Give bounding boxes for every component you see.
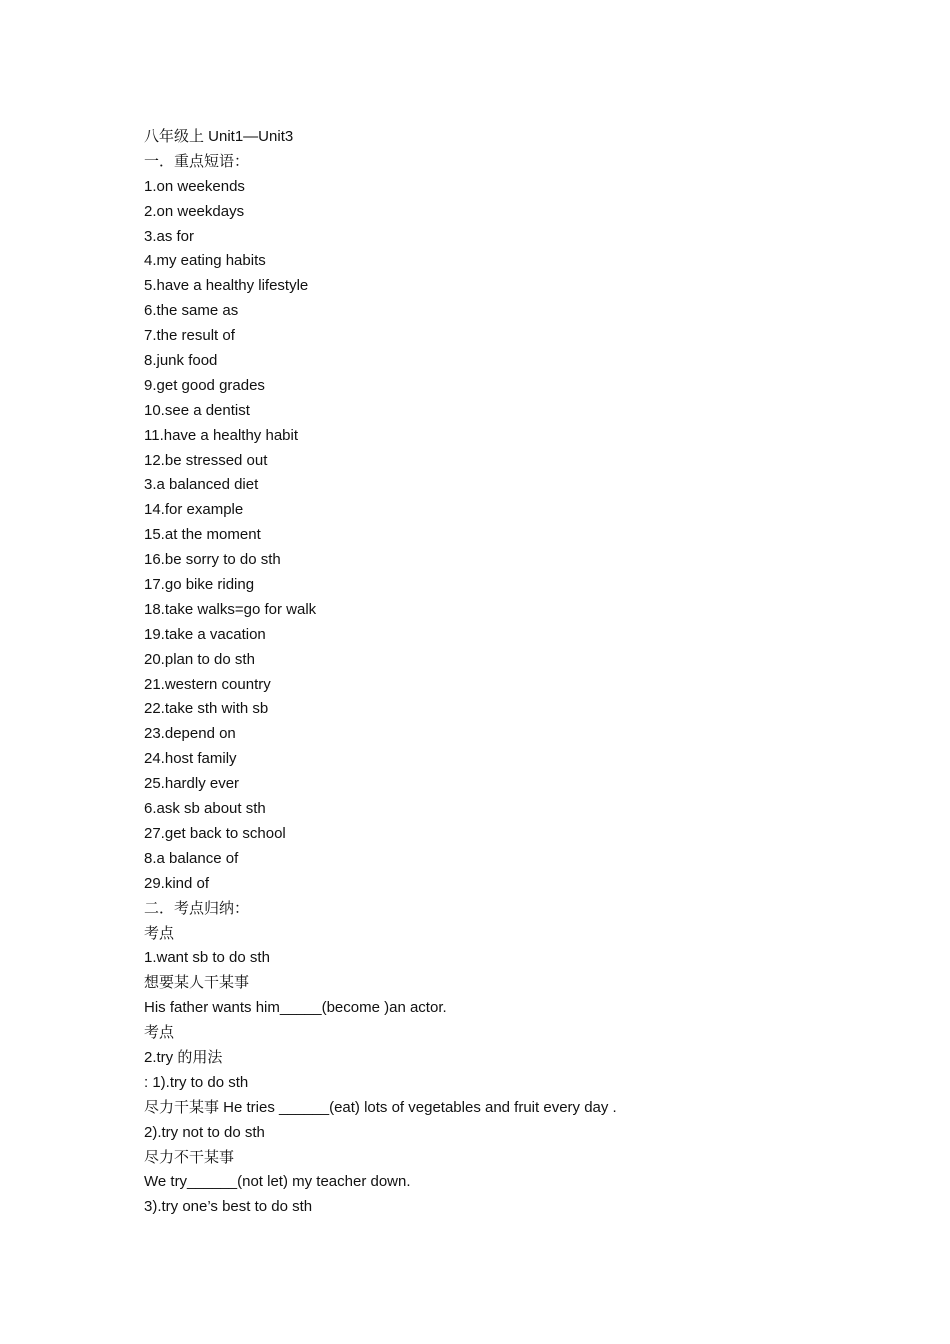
phrase-item: 27.get back to school: [144, 824, 286, 842]
phrase-item: 12.be stressed out: [144, 451, 268, 469]
key-point-text: 1.want sb to do sth: [144, 949, 270, 967]
phrase-item: 10.see a dentist: [144, 401, 250, 419]
phrase-item: 7.the result of: [144, 327, 235, 345]
phrase-item: 4.my eating habits: [144, 252, 266, 270]
phrase-item: 19.take a vacation: [144, 625, 266, 643]
phrase-item: 22.take sth with sb: [144, 700, 269, 718]
phrase-item: 29.kind of: [144, 874, 210, 892]
phrase-item: 14.for example: [144, 501, 244, 519]
phrase-item: 17.go bike riding: [144, 576, 255, 594]
phrase-item: 23.depend on: [144, 725, 236, 743]
key-point-label: 考点: [144, 924, 175, 942]
phrase-item: 8.junk food: [144, 352, 218, 370]
phrase-item: 18.take walks=go for walk: [144, 600, 317, 618]
key-point-text: 尽力不干某事: [144, 1148, 235, 1166]
phrase-item: 1.on weekends: [144, 177, 245, 195]
phrase-item: 25.hardly ever: [144, 775, 240, 793]
exercise-sentence: 尽力干某事 He tries ______(eat) lots of vegetables and fruit every day .: [144, 1098, 617, 1116]
key-point-text: 3).try one’s best to do sth: [144, 1198, 313, 1216]
phrase-item: 6.the same as: [144, 302, 239, 320]
phrase-item: 3.a balanced diet: [144, 476, 259, 494]
phrase-item: 16.be sorry to do sth: [144, 551, 281, 569]
section-heading-key-phrases: 一．重点短语：: [144, 152, 250, 170]
document-body: [144, 125, 844, 1220]
phrase-item: 20.plan to do sth: [144, 650, 255, 668]
phrase-item: 11.have a healthy habit: [144, 426, 299, 444]
key-point-text: 想要某人干某事: [144, 974, 250, 992]
doc-title: 八年级上 Unit1—Unit3: [144, 128, 294, 145]
phrase-item: 9.get good grades: [144, 376, 265, 394]
exercise-sentence: We try______(not let) my teacher down.: [144, 1173, 411, 1191]
phrase-item: 8.a balance of: [144, 849, 239, 867]
key-point-text: : 1).try to do sth: [144, 1073, 249, 1091]
phrase-item: 5.have a healthy lifestyle: [144, 277, 309, 295]
section-heading-key-points: 二．考点归纳：: [144, 899, 250, 917]
phrase-item: 15.at the moment: [144, 526, 261, 544]
phrase-item: 2.on weekdays: [144, 202, 245, 220]
phrase-item: 3.as for: [144, 227, 195, 245]
phrase-item: 21.western country: [144, 675, 271, 693]
key-point-text: 2.try 的用法: [144, 1048, 223, 1066]
key-point-label: 考点: [144, 1024, 175, 1042]
phrase-item: 24.host family: [144, 750, 237, 768]
exercise-sentence: His father wants him_____(become )an actor.: [144, 999, 447, 1017]
key-point-text: 2).try not to do sth: [144, 1123, 265, 1141]
phrase-item: 6.ask sb about sth: [144, 800, 266, 818]
